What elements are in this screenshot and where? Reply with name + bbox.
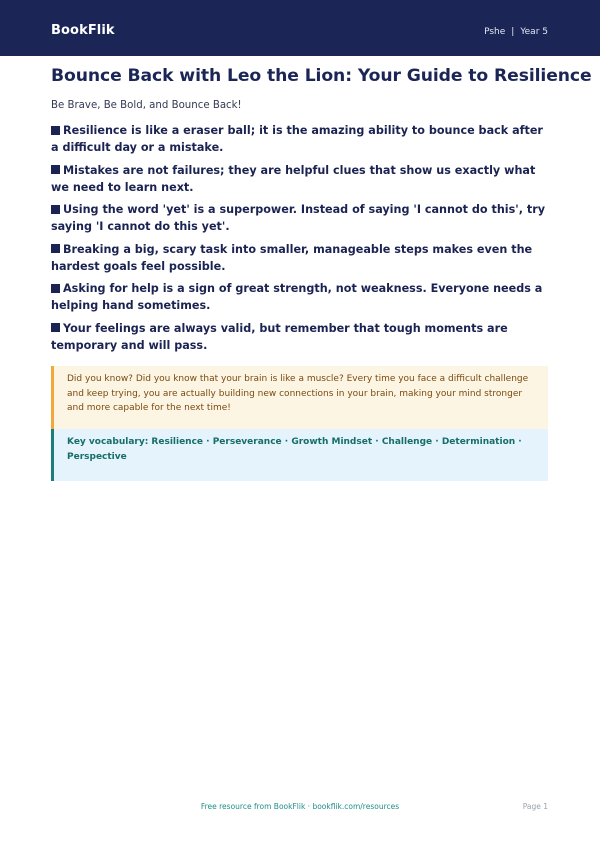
list-item: [51, 162, 553, 202]
subject-label: Pshe: [484, 27, 506, 37]
list-item: [51, 280, 553, 320]
footer-resource-link[interactable]: Free resource from BookFlik · bookflik.com/resources: [200, 802, 400, 811]
key-points-list: [51, 122, 553, 359]
page-number: Page 1: [522, 802, 548, 811]
page-subtitle: Be Brave, Be Bold, and Bounce Back!: [51, 100, 242, 111]
square-bullet-icon: [51, 205, 60, 214]
did-you-know-callout: [51, 366, 548, 429]
key-vocabulary-box: [51, 429, 548, 481]
page-title: Bounce Back with Leo the Lion: Your Guide to Resilience: [51, 66, 592, 86]
point-text: Resilience is like a eraser ball; it is the amazing ability to bounce back after a difficult day or a mistake.: [51, 124, 543, 154]
page-footer: [0, 802, 600, 814]
square-bullet-icon: [51, 244, 60, 253]
point-text: Using the word 'yet' is a superpower. Instead of saying 'I cannot do this', try saying 'I cannot do this yet'.: [51, 203, 546, 233]
square-bullet-icon: [51, 284, 60, 293]
square-bullet-icon: [51, 126, 60, 135]
point-text: Mistakes are not failures; they are helpful clues that show us exactly what we need to learn next.: [51, 163, 536, 194]
header-bar: [0, 0, 600, 56]
brand-logo-text[interactable]: BookFlik: [51, 23, 115, 38]
list-item: [51, 241, 553, 281]
did-you-know-text: Did you know? Did you know that your brain is like a muscle? Every time you face a difficult challenge and keep trying, you are actually building new connections in your brain, making your mind stronger and more capable for the next time!: [67, 374, 529, 413]
key-vocabulary-text: Key vocabulary: Resilience · Perseverance · Growth Mindset · Challenge · Determination · Perspective: [67, 437, 522, 462]
list-item: [51, 320, 553, 360]
meta-separator: |: [511, 27, 515, 37]
header-meta: [484, 27, 548, 37]
list-item: [51, 122, 553, 162]
square-bullet-icon: [51, 323, 60, 332]
point-text: Asking for help is a sign of great strength, not weakness. Everyone needs a helping hand sometimes.: [51, 282, 543, 312]
square-bullet-icon: [51, 165, 60, 174]
point-text: Breaking a big, scary task into smaller, manageable steps makes even the hardest goals feel possible.: [51, 242, 533, 273]
year-label: Year 5: [520, 27, 548, 37]
list-item: [51, 201, 553, 241]
point-text: Your feelings are always valid, but remember that tough moments are temporary and will pass.: [51, 321, 508, 352]
